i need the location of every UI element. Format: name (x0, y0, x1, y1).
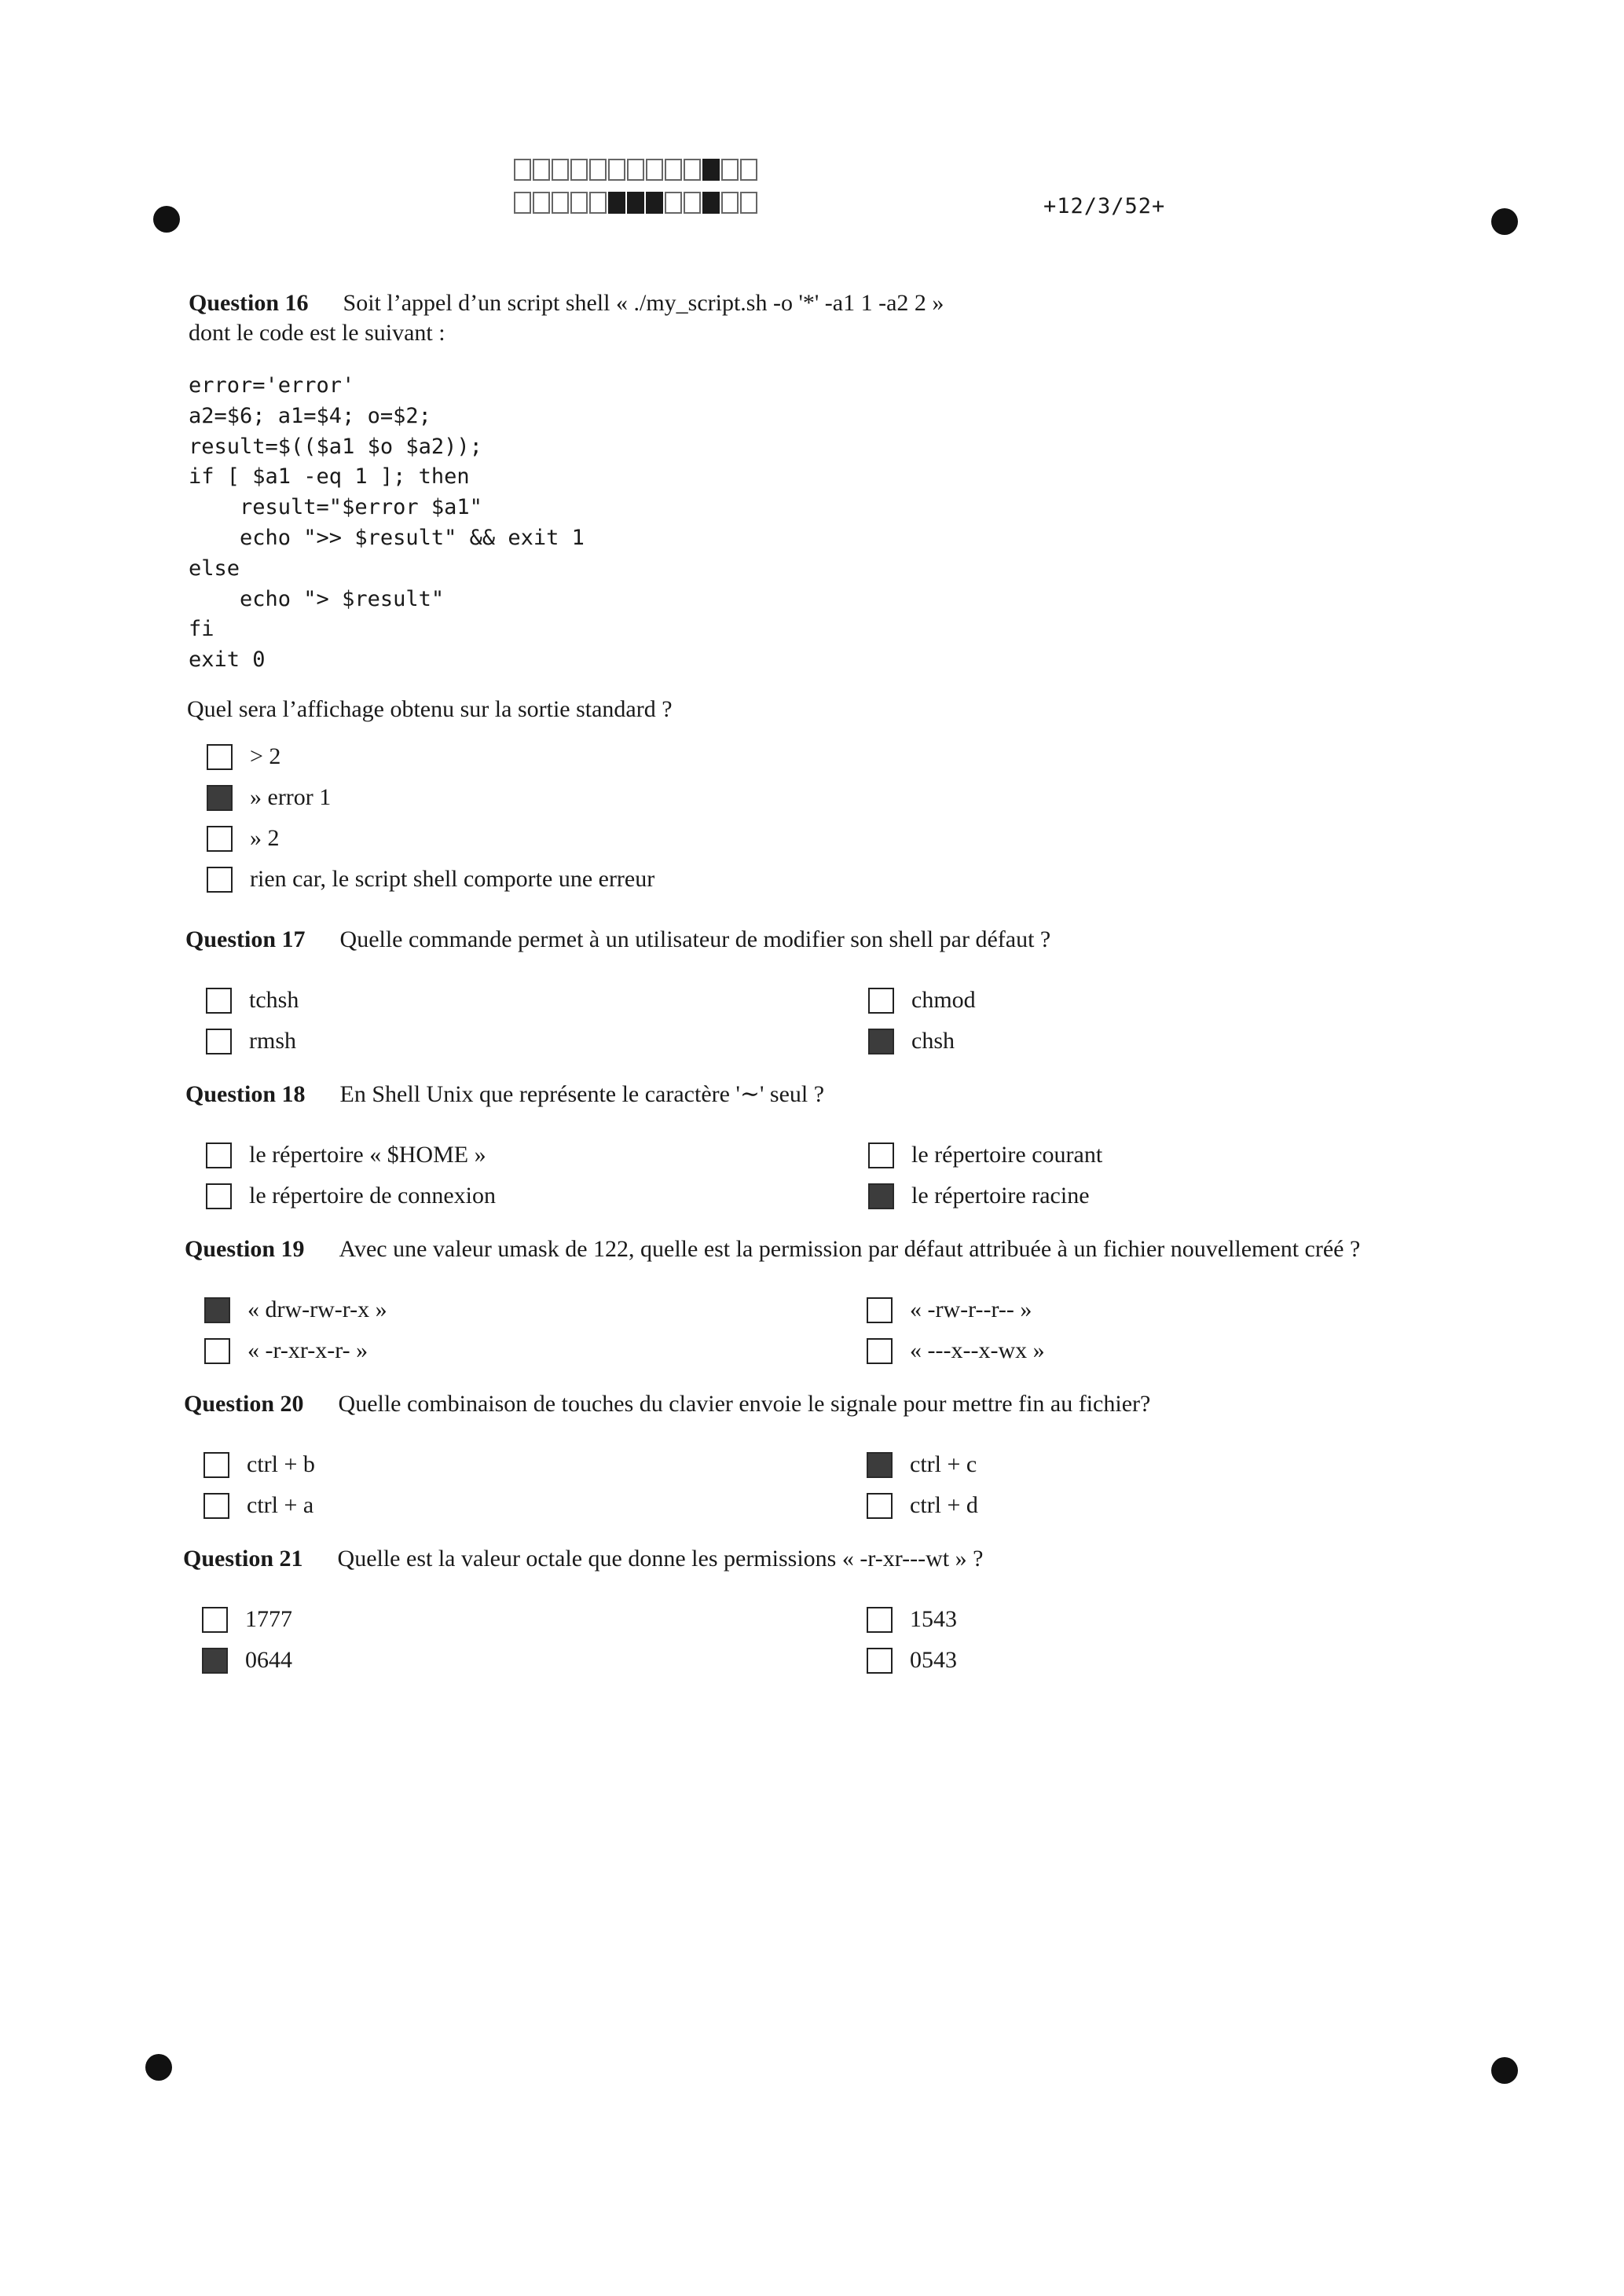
checkbox[interactable] (867, 1297, 893, 1323)
question-20 (184, 1389, 1150, 1419)
option-label: « -rw-r--r-- » (910, 1297, 1032, 1322)
id-code-cell (514, 192, 531, 214)
answer-option[interactable] (867, 1606, 957, 1633)
option-label: chmod (911, 987, 976, 1013)
checkbox[interactable] (868, 1029, 894, 1054)
checkbox[interactable] (204, 1297, 230, 1323)
checkbox[interactable] (207, 826, 233, 852)
checkbox[interactable] (206, 1183, 232, 1209)
question-text: Avec une valeur umask de 122, quelle est la permission par défaut attribuée à un fichier nouvellement créé ? (339, 1236, 1361, 1262)
question-label: Question 18 (185, 1081, 306, 1107)
option-label: ctrl + d (910, 1492, 978, 1518)
id-code-cell (533, 192, 550, 214)
question-label: Question 19 (185, 1236, 305, 1262)
id-code-cell (646, 192, 663, 214)
checkbox[interactable] (867, 1493, 893, 1519)
id-code-cell (608, 159, 625, 181)
question-16-continuation: dont le code est le suivant : (189, 320, 445, 346)
id-code-cell (702, 192, 720, 214)
id-code-cell (514, 159, 531, 181)
checkbox[interactable] (867, 1452, 893, 1478)
answer-option[interactable] (867, 1451, 977, 1478)
question-16-prompt: Quel sera l’affichage obtenu sur la sortie standard ? (187, 696, 673, 722)
registration-mark-bottom-right (1491, 2057, 1518, 2084)
answer-option[interactable] (207, 866, 654, 893)
checkbox[interactable] (868, 1183, 894, 1209)
question-text: Quelle commande permet à un utilisateur de modifier son shell par défaut ? (339, 926, 1051, 952)
option-label: le répertoire racine (911, 1183, 1090, 1209)
answer-option[interactable] (206, 987, 299, 1014)
checkbox[interactable] (868, 988, 894, 1014)
question-21 (183, 1544, 983, 1574)
question-16 (189, 288, 944, 318)
id-code-cell (627, 192, 644, 214)
id-code-cell (552, 159, 569, 181)
checkbox[interactable] (867, 1648, 893, 1674)
question-17 (185, 925, 1050, 955)
answer-option[interactable] (867, 1297, 1032, 1323)
option-label: le répertoire « $HOME » (249, 1142, 486, 1168)
checkbox[interactable] (204, 1338, 230, 1364)
registration-mark-top-left (153, 206, 180, 233)
question-label: Question 16 (189, 290, 309, 316)
id-code-cell (721, 192, 739, 214)
answer-option[interactable] (207, 825, 280, 852)
option-label: « -r-xr-x-r- » (247, 1337, 368, 1363)
answer-option[interactable] (207, 784, 331, 811)
answer-option[interactable] (206, 1028, 296, 1054)
id-code-cell (740, 192, 757, 214)
answer-option[interactable] (202, 1647, 292, 1674)
option-label: tchsh (249, 987, 299, 1013)
id-code-cell (665, 192, 682, 214)
id-code-row-2 (514, 192, 759, 214)
question-label: Question 17 (185, 926, 306, 952)
id-code-cell (684, 192, 701, 214)
option-label: 0644 (245, 1647, 292, 1673)
answer-option[interactable] (867, 1337, 1045, 1364)
answer-option[interactable] (204, 1337, 368, 1364)
checkbox[interactable] (203, 1452, 229, 1478)
id-code-cell (570, 192, 588, 214)
answer-option[interactable] (207, 743, 280, 770)
option-label: « drw-rw-r-x » (247, 1297, 387, 1322)
id-code-cell (533, 159, 550, 181)
registration-mark-top-right (1491, 208, 1518, 235)
id-code-cell (627, 159, 644, 181)
question-text: Quelle est la valeur octale que donne les permissions « -r-xr---wt » ? (337, 1546, 984, 1572)
checkbox[interactable] (206, 1029, 232, 1054)
option-label: > 2 (250, 743, 281, 769)
answer-option[interactable] (868, 1142, 1102, 1168)
answer-option[interactable] (868, 987, 976, 1014)
option-label: ctrl + b (247, 1451, 315, 1477)
id-code-row-1 (514, 159, 759, 181)
option-label: 1543 (910, 1606, 957, 1632)
option-label: ctrl + a (247, 1492, 314, 1518)
code-block: error='error' a2=$6; a1=$4; o=$2; result=$(($a1 $o $a2)); if [ $a1 -eq 1 ]; then result="$error $a1" echo ">> $result" && exit 1 else echo "> $result" fi exit 0 (189, 373, 585, 673)
answer-option[interactable] (867, 1492, 978, 1519)
option-label: 0543 (910, 1647, 957, 1673)
option-label: le répertoire courant (911, 1142, 1103, 1168)
question-label: Question 20 (184, 1391, 304, 1417)
checkbox[interactable] (203, 1493, 229, 1519)
question-18 (185, 1080, 824, 1109)
question-label: Question 21 (183, 1546, 303, 1572)
answer-option[interactable] (206, 1183, 496, 1209)
option-label: « ---x--x-wx » (910, 1337, 1045, 1363)
question-text: Quelle combinaison de touches du clavier envoie le signale pour mettre fin au fichier? (338, 1391, 1151, 1417)
option-label: » error 1 (250, 784, 332, 810)
answer-option[interactable] (203, 1451, 315, 1478)
question-text: En Shell Unix que représente le caractère '∼' seul ? (339, 1081, 825, 1107)
id-code-cell (665, 159, 682, 181)
answer-option[interactable] (202, 1606, 292, 1633)
id-code-cell (740, 159, 757, 181)
id-code-cell (589, 192, 607, 214)
checkbox[interactable] (202, 1607, 228, 1633)
checkbox[interactable] (202, 1648, 228, 1674)
answer-option[interactable] (868, 1183, 1090, 1209)
answer-option[interactable] (206, 1142, 486, 1168)
option-label: rmsh (249, 1028, 296, 1054)
id-code-cell (684, 159, 701, 181)
checkbox[interactable] (206, 988, 232, 1014)
question-text: Soit l’appel d’un script shell « ./my_script.sh -o '*' -a1 1 -a2 2 » (343, 290, 944, 316)
checkbox[interactable] (207, 785, 233, 811)
registration-mark-bottom-left (145, 2054, 172, 2081)
id-code-cell (552, 192, 569, 214)
id-code-cell (702, 159, 720, 181)
answer-option[interactable] (867, 1647, 957, 1674)
question-19 (185, 1234, 1360, 1264)
answer-option[interactable] (203, 1492, 313, 1519)
page-reference: +12/3/52+ (1043, 194, 1166, 218)
checkbox[interactable] (868, 1142, 894, 1168)
id-code-cell (589, 159, 607, 181)
checkbox[interactable] (867, 1338, 893, 1364)
checkbox[interactable] (207, 744, 233, 770)
option-label: rien car, le script shell comporte une erreur (250, 866, 655, 892)
answer-option[interactable] (204, 1297, 387, 1323)
id-code-cell (608, 192, 625, 214)
id-code-cell (721, 159, 739, 181)
checkbox[interactable] (206, 1142, 232, 1168)
checkbox[interactable] (867, 1607, 893, 1633)
option-label: 1777 (245, 1606, 292, 1632)
checkbox[interactable] (207, 867, 233, 893)
option-label: chsh (911, 1028, 955, 1054)
id-code-cell (646, 159, 663, 181)
option-label: » 2 (250, 825, 280, 851)
option-label: ctrl + c (910, 1451, 977, 1477)
id-code-cell (570, 159, 588, 181)
answer-option[interactable] (868, 1028, 955, 1054)
option-label: le répertoire de connexion (249, 1183, 497, 1209)
